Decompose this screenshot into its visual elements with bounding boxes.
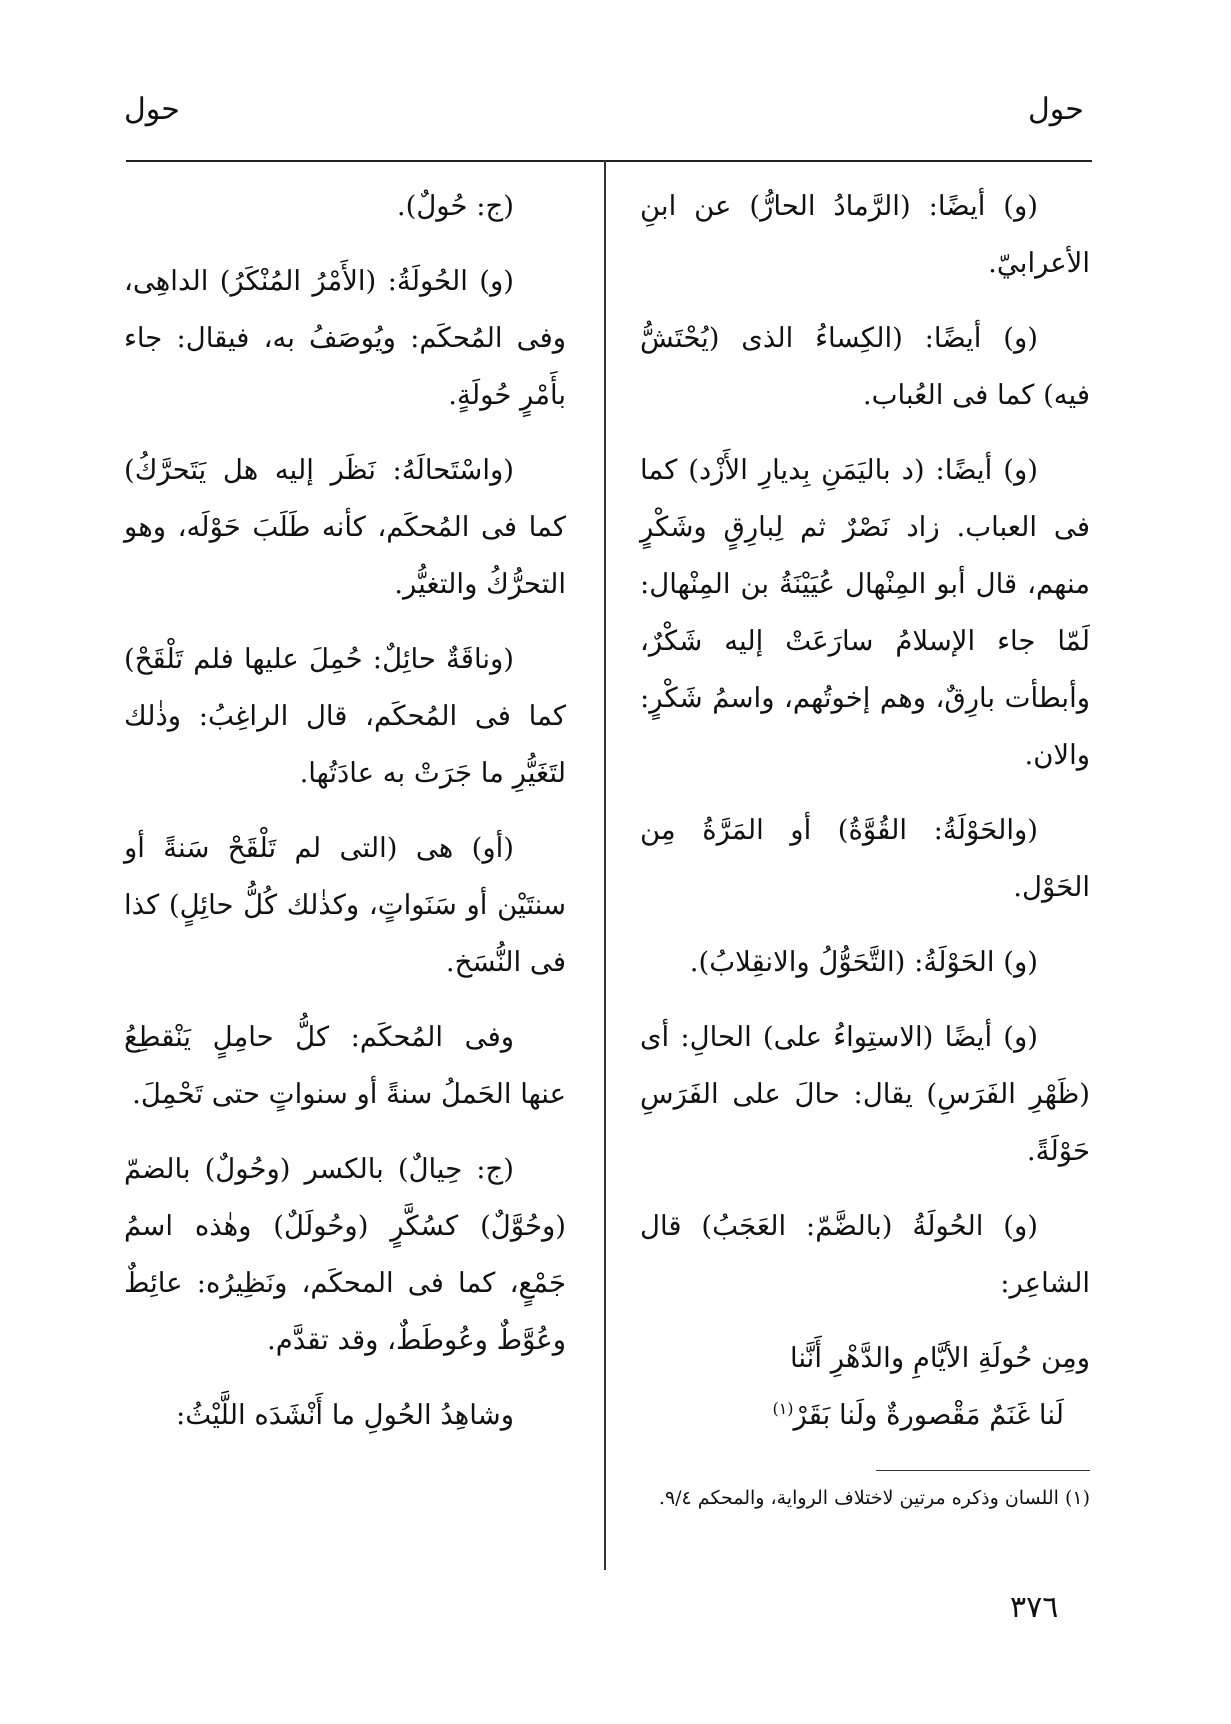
running-head-left: حول bbox=[124, 92, 180, 127]
entry-paragraph: (أو) هى (التى لم تَلْقَحْ سَنةً أو سنتَيْن أو سَنَواتٍ، وكذٰلك كُلُّ حائِلٍ) كذا فى النُّسَخ. bbox=[124, 832, 566, 978]
verse-line-2: لَنا غَنَمٌ مَقْصورةٌ ولَنا بَقَرْ$^{(١)}$ bbox=[772, 1398, 1064, 1431]
header-rule bbox=[126, 160, 1092, 162]
footnote-rule bbox=[876, 1470, 1090, 1471]
entry-paragraph: (و) أيضًا: (د باليَمَنِ بِديارِ الأَزْد) كما فى العباب. زاد نَصْرٌ ثم لِبارِقٍ وشَكْرٍ منهم، قال أبو المِنْهال عُيَيْنَةُ بن المِنْهال: لَمّا جاء الإسلامُ سارَعَتْ إليه شَكْرٌ، وأبطأت بارِقٌ، وهم إخوتُهم، واسمُ شَكْرٍ: والان. bbox=[640, 454, 1090, 771]
entry-paragraph: (و) الحُولَةُ (بالضَّمّ: العَجَبُ) قال الشاعِر: bbox=[640, 1210, 1090, 1299]
entry-paragraph: (ج: حُولٌ). bbox=[396, 190, 514, 222]
entry-paragraph: (وناقَةٌ حائِلٌ: حُمِلَ عليها فلم تَلْقَحْ) كما فى المُحكَم، قال الراغِبُ: وذٰلك لتَغَيُّرِ ما جَرَتْ به عادَتُها. bbox=[124, 643, 566, 789]
entry-paragraph: وفى المُحكَم: كلُّ حامِلٍ يَنْقطِعُ عنها الحَملُ سنةً أو سنواتٍ حتى تَحْمِلَ. bbox=[124, 1021, 566, 1110]
entry-paragraph: وشاهِدُ الحُولِ ما أَنْشَدَه اللَّيْثُ: bbox=[175, 1399, 514, 1431]
poem-verse bbox=[640, 1330, 1090, 1444]
footnote-marker: (١) bbox=[772, 1398, 794, 1418]
footnote: (١) اللسان وذكره مرتين لاختلاف الرواية، والمحكم ٩/٤. bbox=[658, 1487, 1090, 1509]
right-column bbox=[640, 178, 1090, 1444]
entry-paragraph: (و) أيضًا (الاستِواءُ على) الحالِ: أى (ظَهْرِ الفَرَسِ) يقال: حالَ على الفَرَسِ حَوْلَةً. bbox=[640, 1021, 1090, 1167]
entry-paragraph: (و) الحَوْلَةُ: (التَّحَوُّلُ والانقِلابُ). bbox=[689, 946, 1038, 978]
entry-paragraph: (و) أيضًا: (الرَّمادُ الحارُّ) عن ابنِ الأعرابيّ. bbox=[640, 190, 1090, 279]
entry-paragraph: (واسْتَحالَهُ: نَظَر إليه هل يَتَحرَّكُ) كما فى المُحكَم، كأنه طَلَبَ حَوْلَه، وهو التحرُّكُ والتغيُّر. bbox=[124, 454, 566, 600]
column-divider bbox=[604, 160, 606, 1570]
entry-paragraph: (ج: حِيالٌ) بالكسر (وحُولٌ) بالضمّ (وحُوَّلٌ) كسُكَّرٍ (وحُولَلٌ) وهٰذه اسمُ جَمْعٍ، كما فى المحكَم، ونَظِيرُه: عائِطٌ وعُوَّطٌ وعُوطَطٌ، وقد تقدَّم. bbox=[124, 1153, 566, 1356]
page-number: ٣٧٦ bbox=[1010, 1590, 1059, 1625]
entry-paragraph: (والحَوْلَةُ: القُوَّةُ) أو المَرَّةُ مِن الحَوْل. bbox=[640, 814, 1090, 903]
left-column bbox=[124, 178, 566, 1462]
verse-line-1: ومِن حُولَةِ الأيَّامِ والدَّهْرِ أَنَّنا bbox=[789, 1342, 1090, 1374]
entry-paragraph: (و) الحُولَةُ: (الأَمْرُ المُنْكَرُ) الداهِى، وفى المُحكَم: ويُوصَفُ به، فيقال: جاء بأَمْرٍ حُولَةٍ. bbox=[124, 265, 566, 411]
entry-paragraph: (و) أيضًا: (الكِساءُ الذى (يُحْتَشُّ فيه) كما فى العُباب. bbox=[640, 322, 1090, 411]
running-head-right: حول bbox=[1028, 92, 1084, 127]
